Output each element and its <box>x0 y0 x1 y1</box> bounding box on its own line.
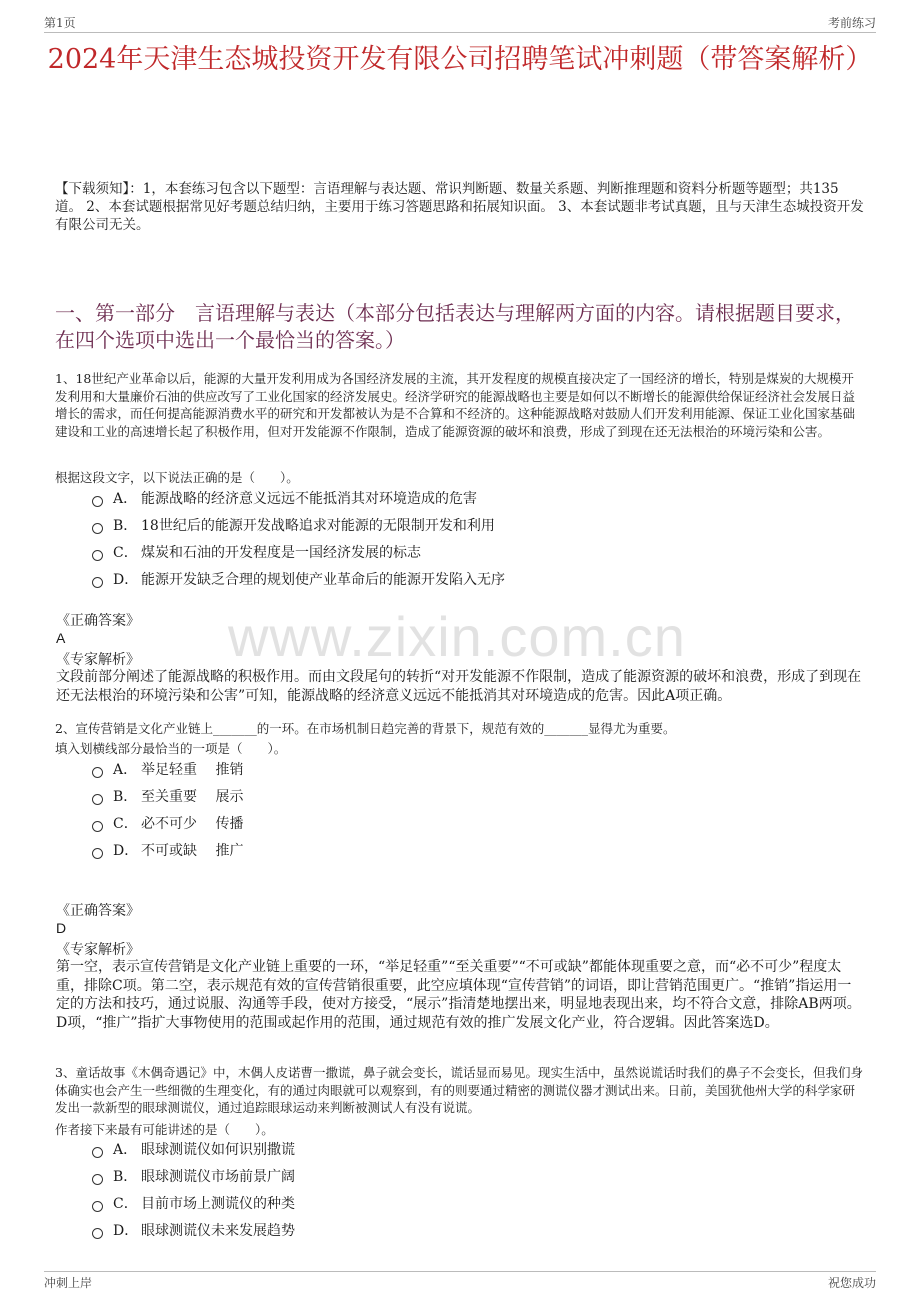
question-1-prompt: 根据这段文字，以下说法正确的是（ ）。 <box>55 470 299 485</box>
question-3-options <box>92 1137 295 1245</box>
radio-icon[interactable] <box>92 848 103 859</box>
question-2-stem: 2、宣传营销是文化产业链上_______的一环。在市场机制日趋完善的背景下，规范有效的_______显得尤为重要。 <box>55 721 676 736</box>
question-2-prompt: 填入划横线部分最恰当的一项是（ ）。 <box>55 741 287 756</box>
page-number: 第1页 <box>44 16 76 30</box>
radio-icon[interactable] <box>92 1228 103 1239</box>
radio-icon[interactable] <box>92 1147 103 1158</box>
radio-icon[interactable] <box>92 496 103 507</box>
question-2-option-c[interactable]: C． 必不可少 传播 <box>92 811 243 838</box>
radio-icon[interactable] <box>92 821 103 832</box>
radio-icon[interactable] <box>92 523 103 534</box>
question-1-analysis-label: 《专家解析》 <box>56 652 140 668</box>
question-1-answer: A <box>56 630 66 646</box>
question-3-option-d[interactable]: D． 眼球测谎仪未来发展趋势 <box>92 1218 295 1245</box>
question-1-option-a[interactable]: A． 能源战略的经济意义远远不能抵消其对环境造成的危害 <box>92 486 505 513</box>
watermark: www.zixin.com.cn <box>228 605 686 668</box>
question-1-analysis: 文段前部分阐述了能源战略的积极作用。而由文段尾句的转折“对开发能源不作限制，造成了能源资源的破坏和浪费，形成了到现在还无法根治的环境污染和公害”可知，能源战略的经济意义远远不能抵消其对环境造成的危害。因此A项正确。 <box>56 669 862 704</box>
question-2-option-b[interactable]: B． 至关重要 展示 <box>92 784 243 811</box>
question-3-prompt: 作者接下来最有可能讲述的是（ ）。 <box>55 1122 274 1137</box>
question-2-answer: D <box>56 920 67 936</box>
footer-right-label: 祝您成功 <box>827 1276 876 1290</box>
radio-icon[interactable] <box>92 1201 103 1212</box>
question-1-option-d[interactable]: D． 能源开发缺乏合理的规划使产业革命后的能源开发陷入无序 <box>92 567 505 594</box>
question-2-option-d[interactable]: D． 不可或缺 推广 <box>92 838 243 865</box>
radio-icon[interactable] <box>92 550 103 561</box>
download-notice: 【下载须知】：1，本套练习包含以下题型：言语理解与表达题、常识判断题、数量关系题、判断推理题和资料分析题等题型；共135道。 2、本套试题根据常见好考题总结归纳，主要用于练习答题思路和拓展知识面。 3、本套试题非考试真题，且与天津生态城投资开发有限公司无关。 <box>55 181 864 233</box>
question-1-stem: 1、18世纪产业革命以后，能源的大量开发利用成为各国经济发展的主流，其开发程度的规模直接决定了一国经济的增长，特别是煤炭的大规模开发利用和大量廉价石油的供应改写了工业化国家的经济发展史。经济学研究的能源战略也主要是如何以不断增长的能源供给保证经济社会发展日益增长的需求，而任何提高能源消费水平的研究和开发都被认为是不合算和不经济的。这种能源战略对鼓励人们开发利用能源、保证工业化国家基础建设和工业的高速增长起了积极作用，但对开发能源不作限制，造成了能源资源的破坏和浪费，形成了到现在还无法根治的环境污染和公害。 <box>55 371 856 439</box>
question-3-option-c[interactable]: C． 目前市场上测谎仪的种类 <box>92 1191 295 1218</box>
footer-left-label: 冲刺上岸 <box>44 1276 93 1290</box>
question-1-options <box>92 486 505 594</box>
question-2-analysis: 第一空，表示宣传营销是文化产业链上重要的一环，“举足轻重”“至关重要”“不可或缺”都能体现重要之意，而“必不可少”程度太重，排除C项。第二空，表示规范有效的宣传营销很重要，此空应填体现“宣传营销”的词语，即让营销范围更广。“推销”指运用一定的方法和技巧，通过说服、沟通等手段，使对方接受，“展示”指清楚地摆出来，明显地表现出来，均不符合文意，排除AB两项。D项，“推广”指扩大事物使用的范围或起作用的范围，通过规范有效的推广发展文化产业，符合逻辑。因此答案选D。 <box>56 959 861 1031</box>
header-label: 考前练习 <box>827 16 876 30</box>
question-3-option-a[interactable]: A． 眼球测谎仪如何识别撒谎 <box>92 1137 295 1164</box>
page-header <box>44 12 876 33</box>
section-heading: 一、第一部分 言语理解与表达（本部分包括表达与理解两方面的内容。请根据题目要求，在四个选项中选出一个最恰当的答案。） <box>55 301 855 352</box>
question-2-answer-label: 《正确答案》 <box>56 903 140 919</box>
radio-icon[interactable] <box>92 767 103 778</box>
question-2-options <box>92 757 243 865</box>
document-title: 2024年天津生态城投资开发有限公司招聘笔试冲刺题（带答案解析） <box>47 44 873 75</box>
question-3-option-b[interactable]: B． 眼球测谎仪市场前景广阔 <box>92 1164 295 1191</box>
question-3-stem: 3、童话故事《木偶奇遇记》中，木偶人皮诺曹一撒谎，鼻子就会变长，谎话显而易见。现实生活中，虽然说谎话时我们的鼻子不会变长，但我们身体确实也会产生一些细微的生理变化，有的通过肉眼就可以观察到，有的则要通过精密的测谎仪器才测试出来。日前，美国犹他州大学的科学家研发出一款新型的眼球测谎仪，通过追踪眼球运动来判断被测试人有没有说谎。 <box>55 1065 863 1115</box>
radio-icon[interactable] <box>92 1174 103 1185</box>
page-footer <box>44 1271 876 1292</box>
radio-icon[interactable] <box>92 794 103 805</box>
question-1-answer-label: 《正确答案》 <box>56 613 140 629</box>
question-2-option-a[interactable]: A． 举足轻重 推销 <box>92 757 243 784</box>
question-2-analysis-label: 《专家解析》 <box>56 942 140 958</box>
question-1-option-b[interactable]: B． 18世纪后的能源开发战略追求对能源的无限制开发和利用 <box>92 513 505 540</box>
radio-icon[interactable] <box>92 577 103 588</box>
question-1-option-c[interactable]: C． 煤炭和石油的开发程度是一国经济发展的标志 <box>92 540 505 567</box>
